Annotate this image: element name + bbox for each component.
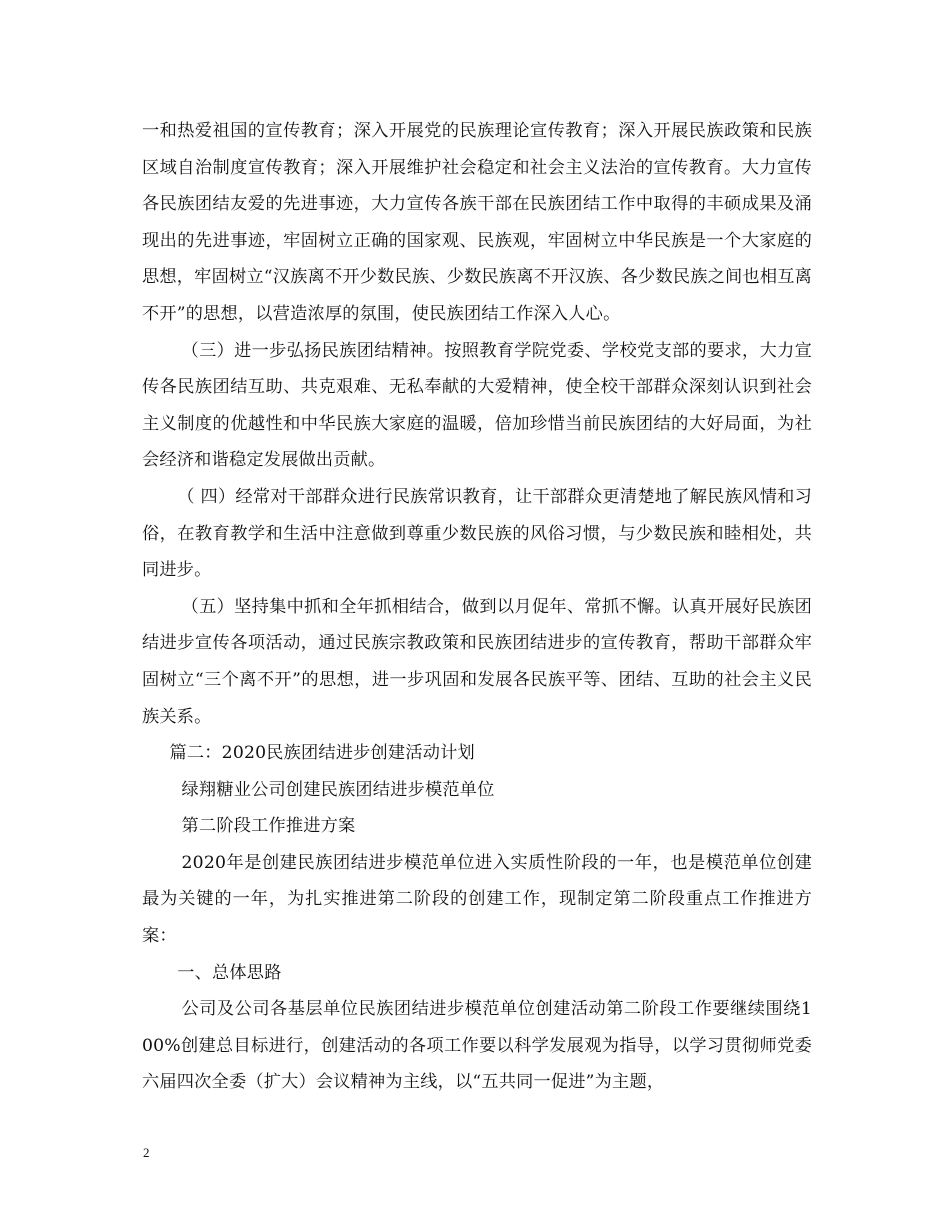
paragraph-section-three: （三）进一步弘扬民族团结精神。按照教育学院党委、学校党支部的要求，大力宣传各民族团结互助、共克艰难、无私奉献的大爱精神，使全校干部群众深刻认识到社会主义制度的优越性和中华民族大家庭的温暖，倍加珍惜当前民族团结的大好局面，为社会经济和谐稳定发展做出贡献。 — [142, 340, 812, 471]
section-heading-overall-approach: 一、总体思路 — [177, 962, 282, 983]
paragraph-section-four: （ 四）经常对干部群众进行民族常识教育，让干部群众更清楚地了解民族风情和习俗，在教育教学和生活中注意做到尊重少数民族的风俗习惯，与少数民族和睦相处，共同进步。 — [142, 486, 812, 581]
paragraph-overall-approach: 公司及公司各基层单位民族团结进步模范单位创建活动第二阶段工作要继续围绕100%创建总目标进行，创建活动的各项工作要以科学发展观为指导，以学习贯彻师党委六届四次全委（扩大）会议精神为主线，以“五共同一促进”为主题， — [142, 999, 812, 1093]
plan-title: 绿翔糖业公司创建民族团结进步模范单位 — [181, 779, 495, 800]
paragraph-intro: 2020年是创建民族团结进步模范单位进入实质性阶段的一年，也是模范单位创建最为关键的一年，为扎实推进第二阶段的创建工作，现制定第二阶段重点工作推进方案： — [142, 852, 812, 947]
paragraph-section-five: （五）坚持集中抓和全年抓相结合，做到以月促年、常抓不懈。认真开展好民族团结进步宣传各项活动，通过民族宗教政策和民族团结进步的宣传教育，帮助干部群众牢固树立“三个离不开”的思想，进一步巩固和发展各民族平等、团结、互助的社会主义民族关系。 — [142, 596, 812, 727]
plan-subtitle: 第二阶段工作推进方案 — [181, 816, 356, 837]
chapter-heading: 篇二：2020民族团结进步创建活动计划 — [169, 743, 475, 764]
paragraph-continuation: 一和热爱祖国的宣传教育；深入开展党的民族理论宣传教育；深入开展民族政策和民族区域自治制度宣传教育；深入开展维护社会稳定和社会主义法治的宣传教育。大力宣传各民族团结友爱的先进事迹，大力宣传各族干部在民族团结工作中取得的丰硕成果及涌现出的先进事迹，牢固树立正确的国家观、民族观，牢固树立中华民族是一个大家庭的思想，牢固树立“汉族离不开少数民族、少数民族离不开汉族、各少数民族之间也相互离不开”的思想，以营造浓厚的氛围，使民族团结工作深入人心。 — [142, 121, 812, 324]
page-number: 2 — [143, 1145, 150, 1160]
document-body — [142, 113, 812, 1101]
